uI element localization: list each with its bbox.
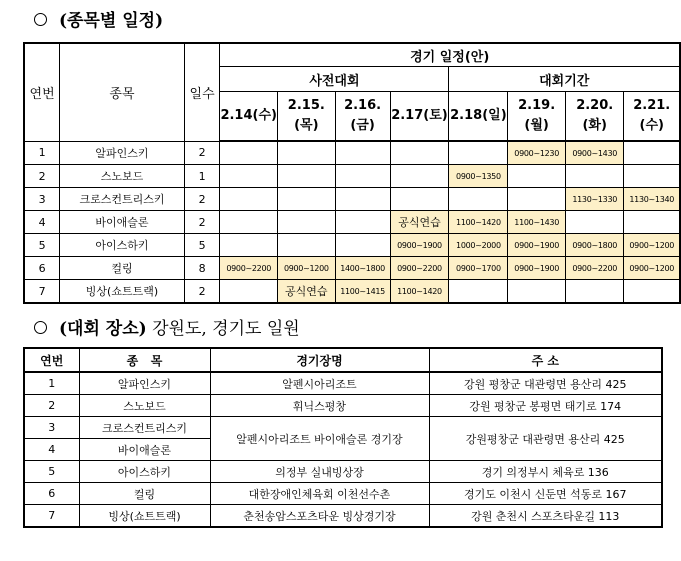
row-no: 1 [24, 141, 60, 165]
schedule-row [24, 165, 680, 188]
schedule-cell: 0900~2200 [220, 257, 278, 280]
schedule-table [23, 42, 681, 304]
schedule-cell: 1100~1420 [390, 280, 449, 304]
venue-row-event: 알파인스키 [79, 372, 210, 395]
row-days: 8 [184, 257, 220, 280]
schedule-cell [277, 188, 335, 211]
schedule-cell [390, 141, 449, 165]
venue-row-no: 6 [24, 483, 79, 505]
schedule-cell: 0900~1700 [449, 257, 508, 280]
venue-row-event: 스노보드 [79, 395, 210, 417]
row-event: 스노보드 [60, 165, 185, 188]
header-no: 연번 [24, 43, 60, 141]
schedule-cell [277, 165, 335, 188]
venue-row-address: 경기 의정부시 체육로 136 [429, 461, 662, 483]
schedule-cell: 0900~1350 [449, 165, 508, 188]
venue-row-place: 춘천송암스포츠타운 빙상경기장 [210, 505, 429, 528]
header-date: 2.20.(화) [565, 92, 624, 142]
schedule-cell: 0900~2200 [565, 257, 624, 280]
header-date: 2.18(일) [449, 92, 508, 142]
schedule-cell [335, 165, 390, 188]
schedule-cell [220, 141, 278, 165]
row-days: 1 [184, 165, 220, 188]
venue-row [24, 417, 662, 439]
schedule-cell [565, 165, 624, 188]
schedule-cell [508, 165, 566, 188]
schedule-heading-title: (종목별 일정) [59, 11, 164, 31]
venue-heading-region: 강원도, 경기도 일원 [152, 319, 300, 339]
schedule-cell [624, 280, 680, 304]
schedule-cell [277, 211, 335, 234]
venue-row-address: 강원 춘천시 스포츠타운길 113 [429, 505, 662, 528]
schedule-row [24, 257, 680, 280]
schedule-cell [449, 188, 508, 211]
row-event: 알파인스키 [60, 141, 185, 165]
circle-bullet-icon [34, 13, 47, 26]
venue-row-event: 바이애슬론 [79, 439, 210, 461]
venue-row-place: 대한장애인체육회 이천선수촌 [210, 483, 429, 505]
venue-row-event: 크로스컨트리스키 [79, 417, 210, 439]
venue-row-no: 7 [24, 505, 79, 528]
schedule-cell: 0900~1900 [508, 257, 566, 280]
row-days: 5 [184, 234, 220, 257]
schedule-cell [277, 234, 335, 257]
row-days: 2 [184, 141, 220, 165]
schedule-cell: 0900~1200 [277, 257, 335, 280]
schedule-heading [34, 6, 163, 31]
venue-row-no: 5 [24, 461, 79, 483]
header-main: 대회기간 [449, 67, 680, 92]
schedule-cell: 공식연습 [390, 211, 449, 234]
venue-header-place: 경기장명 [210, 348, 429, 372]
venue-row [24, 372, 662, 395]
venue-header-no: 연번 [24, 348, 79, 372]
header-pre: 사전대회 [220, 67, 449, 92]
schedule-cell [335, 234, 390, 257]
schedule-row [24, 211, 680, 234]
venue-row-place: 알펜시아리조트 바이애슬론 경기장 [210, 417, 429, 461]
venue-heading-title: (대회 장소) [59, 319, 147, 339]
venue-row-no: 2 [24, 395, 79, 417]
schedule-cell [220, 188, 278, 211]
schedule-cell [390, 188, 449, 211]
row-days: 2 [184, 280, 220, 304]
schedule-cell: 0900~1800 [565, 234, 624, 257]
header-event: 종목 [60, 43, 185, 141]
header-days: 일수 [184, 43, 220, 141]
venue-row [24, 483, 662, 505]
row-no: 7 [24, 280, 60, 304]
schedule-cell [335, 188, 390, 211]
schedule-cell: 0900~1900 [390, 234, 449, 257]
schedule-cell: 1100~1430 [508, 211, 566, 234]
venue-row-address: 경기도 이천시 신둔면 석동로 167 [429, 483, 662, 505]
schedule-cell [220, 280, 278, 304]
venue-row-no: 4 [24, 439, 79, 461]
venue-header-address: 주 소 [429, 348, 662, 372]
schedule-cell [335, 211, 390, 234]
schedule-cell [449, 280, 508, 304]
schedule-cell: 1400~1800 [335, 257, 390, 280]
header-date: 2.19.(월) [508, 92, 566, 142]
row-no: 4 [24, 211, 60, 234]
schedule-row [24, 280, 680, 304]
schedule-cell [335, 141, 390, 165]
schedule-cell: 1000~2000 [449, 234, 508, 257]
header-date: 2.16.(금) [335, 92, 390, 142]
venue-row-event: 빙상(쇼트트랙) [79, 505, 210, 528]
schedule-cell [624, 211, 680, 234]
row-event: 크로스컨트리스키 [60, 188, 185, 211]
venue-row-place: 의정부 실내빙상장 [210, 461, 429, 483]
row-event: 컬링 [60, 257, 185, 280]
schedule-cell: 1100~1415 [335, 280, 390, 304]
venue-row-address: 강원평창군 대관령면 용산리 425 [429, 417, 662, 461]
schedule-cell: 0900~1430 [565, 141, 624, 165]
venue-heading [34, 314, 300, 339]
venue-row [24, 505, 662, 528]
venue-row [24, 395, 662, 417]
row-no: 6 [24, 257, 60, 280]
row-no: 3 [24, 188, 60, 211]
schedule-cell [565, 280, 624, 304]
row-no: 2 [24, 165, 60, 188]
schedule-row [24, 234, 680, 257]
row-days: 2 [184, 188, 220, 211]
venue-row-address: 강원 평창군 대관령면 용산리 425 [429, 372, 662, 395]
schedule-cell [624, 165, 680, 188]
header-date: 2.17(토) [390, 92, 449, 142]
schedule-cell [449, 141, 508, 165]
row-days: 2 [184, 211, 220, 234]
schedule-cell: 1130~1340 [624, 188, 680, 211]
schedule-cell [220, 211, 278, 234]
schedule-cell: 0900~2200 [390, 257, 449, 280]
schedule-cell [508, 280, 566, 304]
venue-table [23, 347, 663, 528]
venue-row-no: 1 [24, 372, 79, 395]
schedule-row [24, 188, 680, 211]
schedule-cell: 공식연습 [277, 280, 335, 304]
header-plan: 경기 일정(안) [220, 43, 680, 67]
schedule-cell [390, 165, 449, 188]
venue-row-place: 휘닉스평창 [210, 395, 429, 417]
schedule-cell [565, 211, 624, 234]
row-event: 아이스하키 [60, 234, 185, 257]
row-no: 5 [24, 234, 60, 257]
schedule-cell [220, 165, 278, 188]
schedule-cell: 1100~1420 [449, 211, 508, 234]
schedule-cell [508, 188, 566, 211]
schedule-row [24, 141, 680, 165]
venue-header-event: 종 목 [79, 348, 210, 372]
schedule-cell [220, 234, 278, 257]
row-event: 바이애슬론 [60, 211, 185, 234]
venue-row-event: 컬링 [79, 483, 210, 505]
circle-bullet-icon [34, 321, 47, 334]
header-date: 2.15.(목) [277, 92, 335, 142]
venue-row-address: 강원 평창군 봉평면 태기로 174 [429, 395, 662, 417]
venue-row [24, 461, 662, 483]
schedule-cell: 0900~1230 [508, 141, 566, 165]
row-event: 빙상(쇼트트랙) [60, 280, 185, 304]
schedule-cell: 0900~1900 [508, 234, 566, 257]
schedule-cell: 0900~1200 [624, 234, 680, 257]
venue-row-event: 아이스하키 [79, 461, 210, 483]
schedule-cell: 0900~1200 [624, 257, 680, 280]
schedule-cell: 1130~1330 [565, 188, 624, 211]
header-date: 2.21.(수) [624, 92, 680, 142]
schedule-cell [624, 141, 680, 165]
header-date: 2.14(수) [220, 92, 278, 142]
venue-row-no: 3 [24, 417, 79, 439]
schedule-cell [277, 141, 335, 165]
venue-row-place: 알펜시아리조트 [210, 372, 429, 395]
